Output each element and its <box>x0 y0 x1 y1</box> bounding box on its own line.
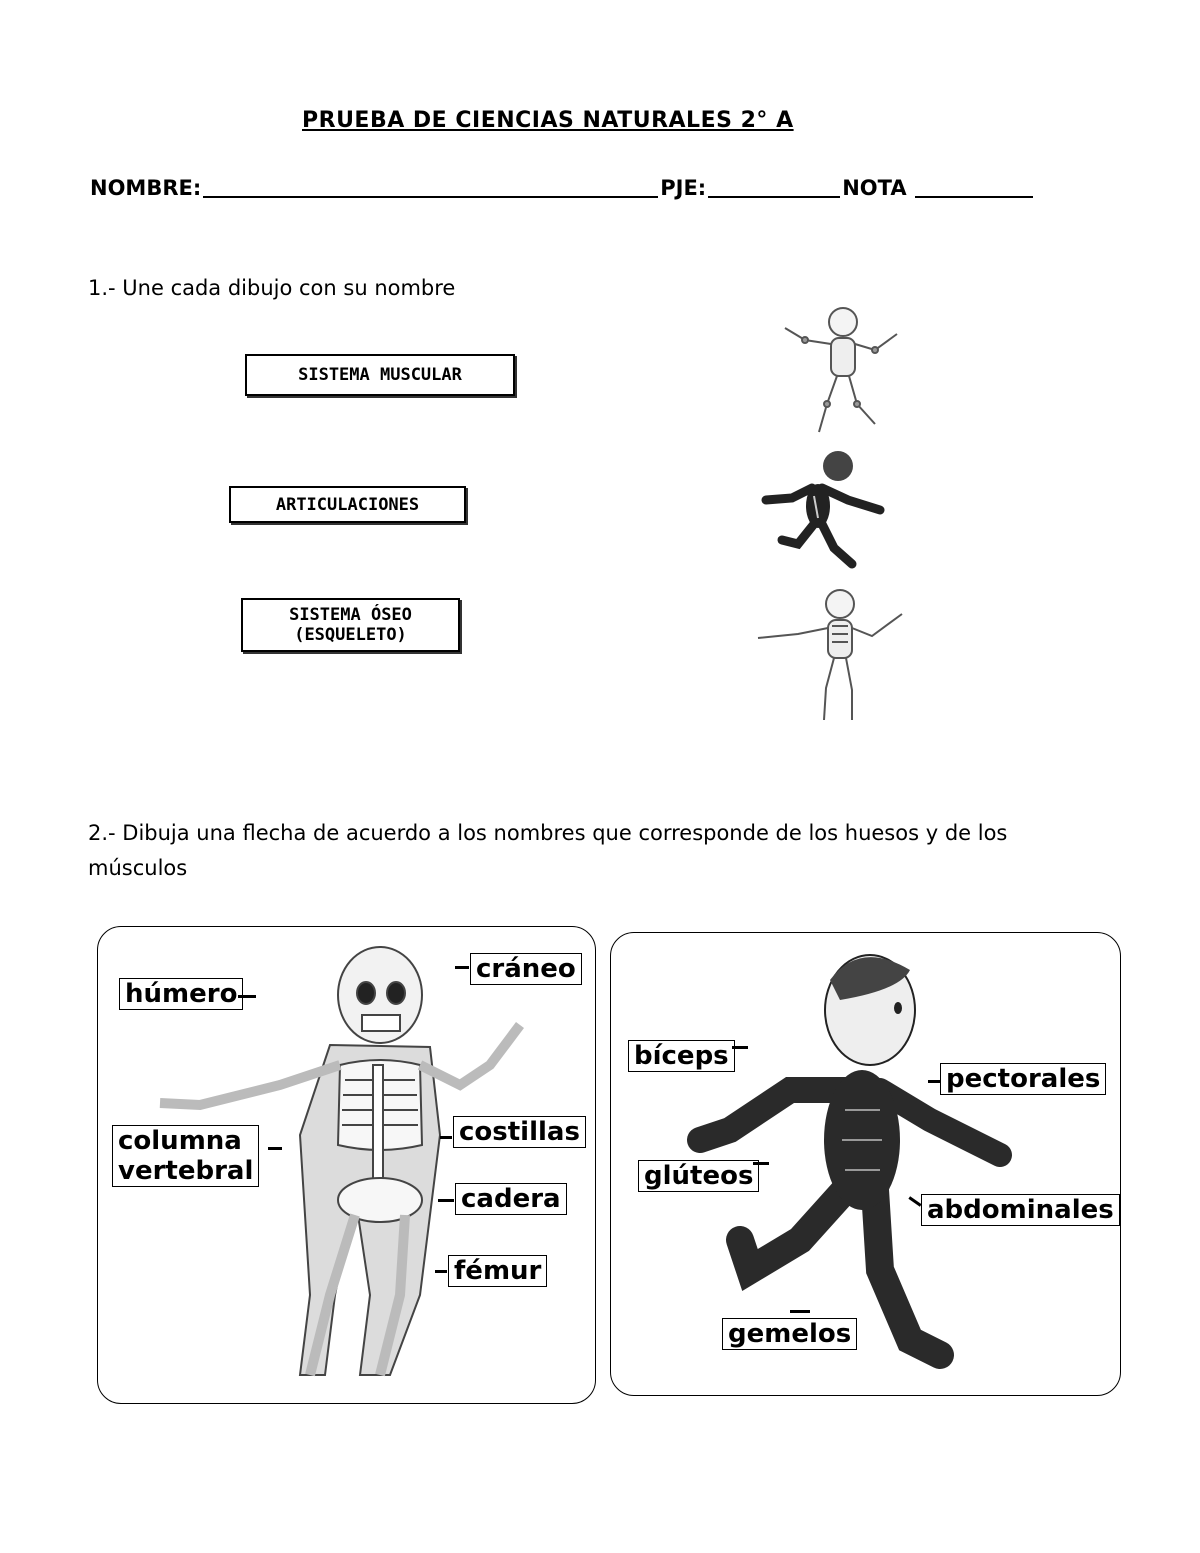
label-text: SISTEMA ÓSEO <box>289 605 412 625</box>
tick-costillas <box>440 1136 452 1139</box>
nombre-field[interactable] <box>203 174 658 198</box>
tag-femur[interactable]: fémur <box>448 1255 547 1287</box>
tag-biceps[interactable]: bíceps <box>628 1040 735 1072</box>
tag-gluteos[interactable]: glúteos <box>638 1160 759 1192</box>
label-sistema-oseo[interactable] <box>241 598 460 652</box>
tag-line: columna <box>118 1126 242 1156</box>
tag-pectorales[interactable]: pectorales <box>940 1063 1106 1095</box>
tick-humero <box>238 995 256 998</box>
tick-craneo <box>455 966 469 969</box>
muscular-figure[interactable] <box>752 448 892 573</box>
label-text: (ESQUELETO) <box>294 625 407 645</box>
tag-humero[interactable]: húmero <box>119 978 243 1010</box>
page-title: PRUEBA DE CIENCIAS NATURALES 2° A <box>302 108 794 133</box>
tick-gemelos <box>790 1310 810 1313</box>
label-sistema-muscular[interactable] <box>245 354 515 396</box>
label-text: ARTICULACIONES <box>275 494 420 515</box>
nota-label: NOTA <box>842 176 907 200</box>
student-info-row <box>90 174 1035 200</box>
tag-line: vertebral <box>118 1156 254 1186</box>
label-text: SISTEMA MUSCULAR <box>298 365 462 385</box>
tick-biceps <box>732 1046 748 1049</box>
pje-field[interactable] <box>708 174 840 198</box>
tick-gluteos <box>753 1162 769 1165</box>
tick-cadera <box>438 1199 454 1202</box>
question-2: 2.- Dibuja una flecha de acuerdo a los nombres que corresponde de los huesos y de los músculos <box>88 821 1008 880</box>
tag-gemelos[interactable]: gemelos <box>722 1318 857 1350</box>
tag-craneo[interactable]: cráneo <box>470 953 582 985</box>
tag-costillas[interactable]: costillas <box>453 1116 586 1148</box>
articulations-figure[interactable] <box>775 300 910 440</box>
label-articulaciones[interactable] <box>229 486 466 523</box>
skeleton-figure[interactable] <box>748 584 910 726</box>
nota-field[interactable] <box>915 174 1033 198</box>
tick-columna <box>268 1147 282 1150</box>
question-1: 1.- Une cada dibujo con su nombre <box>88 276 456 300</box>
tick-pectorales <box>928 1080 940 1083</box>
tag-columna-vertebral[interactable] <box>112 1125 259 1187</box>
tick-femur <box>435 1270 447 1273</box>
pje-label: PJE: <box>660 176 707 200</box>
nombre-label: NOMBRE: <box>90 176 202 200</box>
tag-abdominales[interactable]: abdominales <box>921 1194 1120 1226</box>
tag-cadera[interactable]: cadera <box>455 1183 567 1215</box>
